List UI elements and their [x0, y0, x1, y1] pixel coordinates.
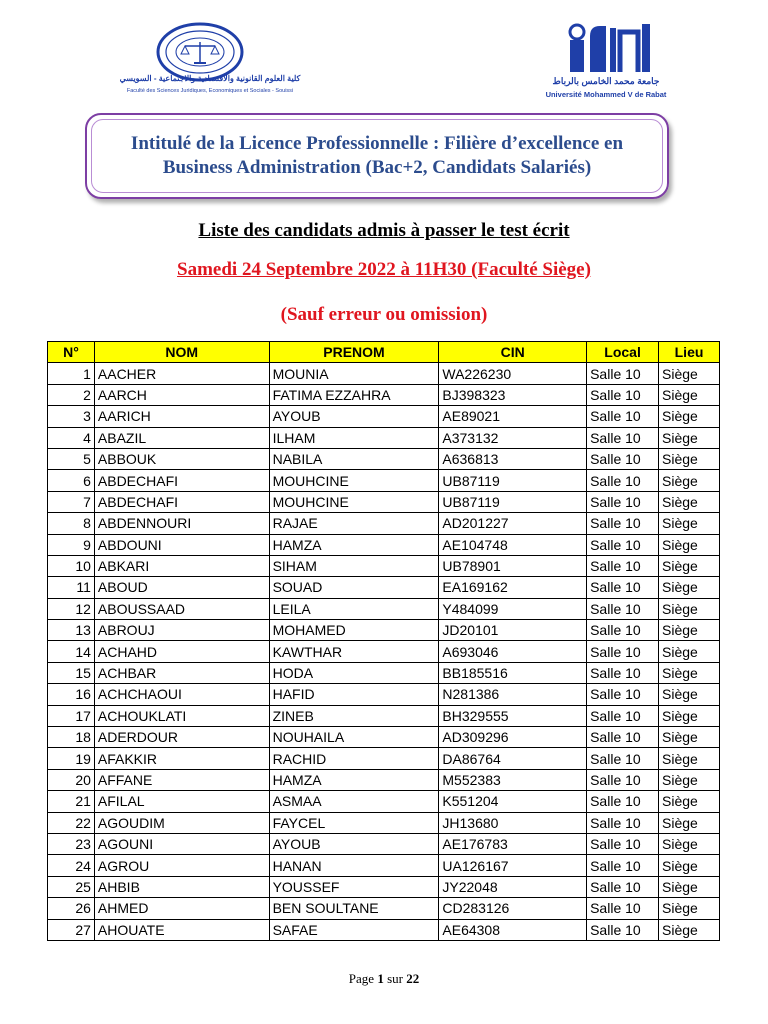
program-title: Intitulé de la Licence Professionnelle : Filière d’excellence en Business Administration (Bac+2, Candidats Salariés): [130, 133, 624, 178]
header-logos: [0, 18, 768, 108]
row-number: 23: [48, 833, 95, 854]
row-nom: AGOUDIM: [94, 812, 269, 833]
row-prenom: ZINEB: [269, 705, 439, 726]
row-number: 14: [48, 641, 95, 662]
row-lieu: Siège: [659, 833, 720, 854]
row-cin: AE176783: [439, 833, 587, 854]
table-row: [48, 855, 720, 876]
row-nom: AARCH: [94, 384, 269, 405]
header-lieu: Lieu: [659, 342, 720, 363]
row-prenom: AYOUB: [269, 833, 439, 854]
row-local: Salle 10: [587, 898, 659, 919]
candidates-table: [47, 341, 720, 941]
row-cin: AE64308: [439, 919, 587, 940]
row-lieu: Siège: [659, 769, 720, 790]
row-prenom: ILHAM: [269, 427, 439, 448]
row-number: 20: [48, 769, 95, 790]
row-lieu: Siège: [659, 812, 720, 833]
table-row: [48, 384, 720, 405]
table-row: [48, 555, 720, 576]
row-nom: ACHCHAOUI: [94, 684, 269, 705]
table-row: [48, 898, 720, 919]
row-prenom: MOHAMED: [269, 620, 439, 641]
row-cin: CD283126: [439, 898, 587, 919]
table-row: [48, 598, 720, 619]
row-cin: UA126167: [439, 855, 587, 876]
row-nom: AARICH: [94, 406, 269, 427]
row-cin: BB185516: [439, 662, 587, 683]
table-row: [48, 470, 720, 491]
row-lieu: Siège: [659, 919, 720, 940]
university-emblem-icon: [566, 22, 656, 74]
row-nom: ABROUJ: [94, 620, 269, 641]
row-local: Salle 10: [587, 555, 659, 576]
row-number: 5: [48, 448, 95, 469]
row-cin: BH329555: [439, 705, 587, 726]
table-row: [48, 406, 720, 427]
row-lieu: Siège: [659, 898, 720, 919]
row-local: Salle 10: [587, 598, 659, 619]
table-row: [48, 705, 720, 726]
row-nom: AGROU: [94, 855, 269, 876]
row-nom: AHOUATE: [94, 919, 269, 940]
row-cin: AD309296: [439, 727, 587, 748]
row-prenom: HAFID: [269, 684, 439, 705]
row-prenom: SAFAE: [269, 919, 439, 940]
row-lieu: Siège: [659, 577, 720, 598]
row-lieu: Siège: [659, 427, 720, 448]
row-nom: ABDECHAFI: [94, 491, 269, 512]
row-number: 17: [48, 705, 95, 726]
table-row: [48, 727, 720, 748]
row-local: Salle 10: [587, 491, 659, 512]
row-cin: DA86764: [439, 748, 587, 769]
row-lieu: Siège: [659, 684, 720, 705]
row-lieu: Siège: [659, 855, 720, 876]
row-lieu: Siège: [659, 470, 720, 491]
row-cin: JH13680: [439, 812, 587, 833]
row-prenom: ASMAA: [269, 791, 439, 812]
faculty-logo: [100, 18, 320, 108]
row-lieu: Siège: [659, 705, 720, 726]
row-prenom: YOUSSEF: [269, 876, 439, 897]
row-local: Salle 10: [587, 384, 659, 405]
row-nom: ACHOUKLATI: [94, 705, 269, 726]
table-row: [48, 662, 720, 683]
row-number: 11: [48, 577, 95, 598]
row-prenom: RACHID: [269, 748, 439, 769]
header-cin: CIN: [439, 342, 587, 363]
row-lieu: Siège: [659, 384, 720, 405]
row-nom: ADERDOUR: [94, 727, 269, 748]
page-label: Page: [348, 971, 375, 986]
row-nom: ABAZIL: [94, 427, 269, 448]
row-local: Salle 10: [587, 855, 659, 876]
row-number: 22: [48, 812, 95, 833]
row-lieu: Siège: [659, 598, 720, 619]
row-lieu: Siège: [659, 620, 720, 641]
row-prenom: NOUHAILA: [269, 727, 439, 748]
row-number: 4: [48, 427, 95, 448]
row-cin: N281386: [439, 684, 587, 705]
row-cin: AE89021: [439, 406, 587, 427]
row-local: Salle 10: [587, 748, 659, 769]
row-lieu: Siège: [659, 876, 720, 897]
row-prenom: MOUNIA: [269, 363, 439, 384]
row-local: Salle 10: [587, 705, 659, 726]
row-cin: JD20101: [439, 620, 587, 641]
row-number: 9: [48, 534, 95, 555]
row-cin: K551204: [439, 791, 587, 812]
row-prenom: MOUHCINE: [269, 491, 439, 512]
row-prenom: FAYCEL: [269, 812, 439, 833]
row-nom: ACHBAR: [94, 662, 269, 683]
table-row: [48, 513, 720, 534]
row-cin: M552383: [439, 769, 587, 790]
row-prenom: LEILA: [269, 598, 439, 619]
table-row: [48, 491, 720, 512]
page-total: 22: [406, 971, 420, 986]
row-lieu: Siège: [659, 555, 720, 576]
row-cin: A636813: [439, 448, 587, 469]
row-lieu: Siège: [659, 363, 720, 384]
faculty-seal-icon: [155, 22, 245, 82]
row-local: Salle 10: [587, 534, 659, 555]
of-label: sur: [387, 971, 403, 986]
row-number: 2: [48, 384, 95, 405]
row-cin: BJ398323: [439, 384, 587, 405]
row-nom: ACHAHD: [94, 641, 269, 662]
row-prenom: AYOUB: [269, 406, 439, 427]
row-prenom: NABILA: [269, 448, 439, 469]
header-prenom: PRENOM: [269, 342, 439, 363]
table-row: [48, 577, 720, 598]
exam-date: Samedi 24 Septembre 2022 à 11H30 (Faculté Siège): [177, 259, 591, 280]
disclaimer-note: (Sauf erreur ou omission): [280, 304, 488, 325]
row-number: 13: [48, 620, 95, 641]
row-local: Salle 10: [587, 620, 659, 641]
row-nom: ABOUD: [94, 577, 269, 598]
row-nom: ABKARI: [94, 555, 269, 576]
row-cin: A693046: [439, 641, 587, 662]
table-row: [48, 748, 720, 769]
row-number: 8: [48, 513, 95, 534]
table-body: [48, 363, 720, 941]
row-number: 3: [48, 406, 95, 427]
row-number: 21: [48, 791, 95, 812]
row-prenom: SOUAD: [269, 577, 439, 598]
row-nom: AFAKKIR: [94, 748, 269, 769]
row-cin: Y484099: [439, 598, 587, 619]
row-number: 7: [48, 491, 95, 512]
row-lieu: Siège: [659, 406, 720, 427]
row-prenom: BEN SOULTANE: [269, 898, 439, 919]
row-number: 24: [48, 855, 95, 876]
row-nom: AFILAL: [94, 791, 269, 812]
row-local: Salle 10: [587, 641, 659, 662]
table-row: [48, 833, 720, 854]
row-cin: AE104748: [439, 534, 587, 555]
row-local: Salle 10: [587, 448, 659, 469]
row-prenom: SIHAM: [269, 555, 439, 576]
row-number: 10: [48, 555, 95, 576]
row-local: Salle 10: [587, 791, 659, 812]
row-number: 16: [48, 684, 95, 705]
row-number: 1: [48, 363, 95, 384]
row-lieu: Siège: [659, 748, 720, 769]
row-local: Salle 10: [587, 833, 659, 854]
row-local: Salle 10: [587, 812, 659, 833]
row-nom: AACHER: [94, 363, 269, 384]
row-cin: EA169162: [439, 577, 587, 598]
program-title-box: [85, 113, 669, 199]
row-prenom: KAWTHAR: [269, 641, 439, 662]
row-local: Salle 10: [587, 470, 659, 491]
row-lieu: Siège: [659, 727, 720, 748]
table-row: [48, 684, 720, 705]
row-number: 12: [48, 598, 95, 619]
row-local: Salle 10: [587, 577, 659, 598]
row-number: 27: [48, 919, 95, 940]
table-row: [48, 448, 720, 469]
table-row: [48, 791, 720, 812]
row-prenom: HAMZA: [269, 534, 439, 555]
row-local: Salle 10: [587, 662, 659, 683]
row-nom: ABDECHAFI: [94, 470, 269, 491]
row-cin: A373132: [439, 427, 587, 448]
row-local: Salle 10: [587, 427, 659, 448]
list-subtitle: Liste des candidats admis à passer le test écrit: [198, 220, 570, 241]
faculty-name-french: Faculté des Sciences Juridiques, Economiques et Sociales - Souissi: [126, 88, 294, 94]
row-prenom: HAMZA: [269, 769, 439, 790]
row-nom: ABDOUNI: [94, 534, 269, 555]
row-nom: AFFANE: [94, 769, 269, 790]
row-local: Salle 10: [587, 363, 659, 384]
table-row: [48, 427, 720, 448]
row-local: Salle 10: [587, 919, 659, 940]
row-number: 6: [48, 470, 95, 491]
table-row: [48, 363, 720, 384]
row-cin: JY22048: [439, 876, 587, 897]
row-cin: UB87119: [439, 491, 587, 512]
row-local: Salle 10: [587, 876, 659, 897]
university-logo: [536, 22, 676, 102]
row-nom: AGOUNI: [94, 833, 269, 854]
row-prenom: RAJAE: [269, 513, 439, 534]
row-lieu: Siège: [659, 534, 720, 555]
table-row: [48, 876, 720, 897]
table-row: [48, 641, 720, 662]
table-row: [48, 919, 720, 940]
row-cin: UB78901: [439, 555, 587, 576]
row-number: 18: [48, 727, 95, 748]
table-row: [48, 620, 720, 641]
header-number: N°: [48, 342, 95, 363]
row-prenom: MOUHCINE: [269, 470, 439, 491]
table-row: [48, 534, 720, 555]
row-number: 19: [48, 748, 95, 769]
row-number: 25: [48, 876, 95, 897]
university-name-french: Université Mohammed V de Rabat: [545, 90, 667, 99]
row-cin: AD201227: [439, 513, 587, 534]
row-cin: UB87119: [439, 470, 587, 491]
row-cin: WA226230: [439, 363, 587, 384]
row-local: Salle 10: [587, 684, 659, 705]
header-nom: NOM: [94, 342, 269, 363]
row-lieu: Siège: [659, 491, 720, 512]
faculty-name-arabic: كلية العلوم القانونية والاقتصادية والاجتماعية - السويسي: [119, 74, 301, 83]
university-name-arabic: جامعة محمد الخامس بالرباط: [552, 76, 660, 86]
page-current: 1: [377, 971, 384, 986]
table-row: [48, 769, 720, 790]
row-local: Salle 10: [587, 769, 659, 790]
table-header-row: [48, 342, 720, 363]
row-nom: ABBOUK: [94, 448, 269, 469]
row-lieu: Siège: [659, 513, 720, 534]
row-local: Salle 10: [587, 513, 659, 534]
row-lieu: Siège: [659, 791, 720, 812]
table-row: [48, 812, 720, 833]
row-prenom: HANAN: [269, 855, 439, 876]
row-number: 15: [48, 662, 95, 683]
header-local: Local: [587, 342, 659, 363]
row-nom: AHBIB: [94, 876, 269, 897]
row-prenom: FATIMA EZZAHRA: [269, 384, 439, 405]
row-nom: ABOUSSAAD: [94, 598, 269, 619]
row-prenom: HODA: [269, 662, 439, 683]
row-lieu: Siège: [659, 448, 720, 469]
row-nom: AHMED: [94, 898, 269, 919]
row-lieu: Siège: [659, 662, 720, 683]
row-number: 26: [48, 898, 95, 919]
row-nom: ABDENNOURI: [94, 513, 269, 534]
row-local: Salle 10: [587, 406, 659, 427]
row-local: Salle 10: [587, 727, 659, 748]
row-lieu: Siège: [659, 641, 720, 662]
page-footer: [0, 971, 768, 987]
